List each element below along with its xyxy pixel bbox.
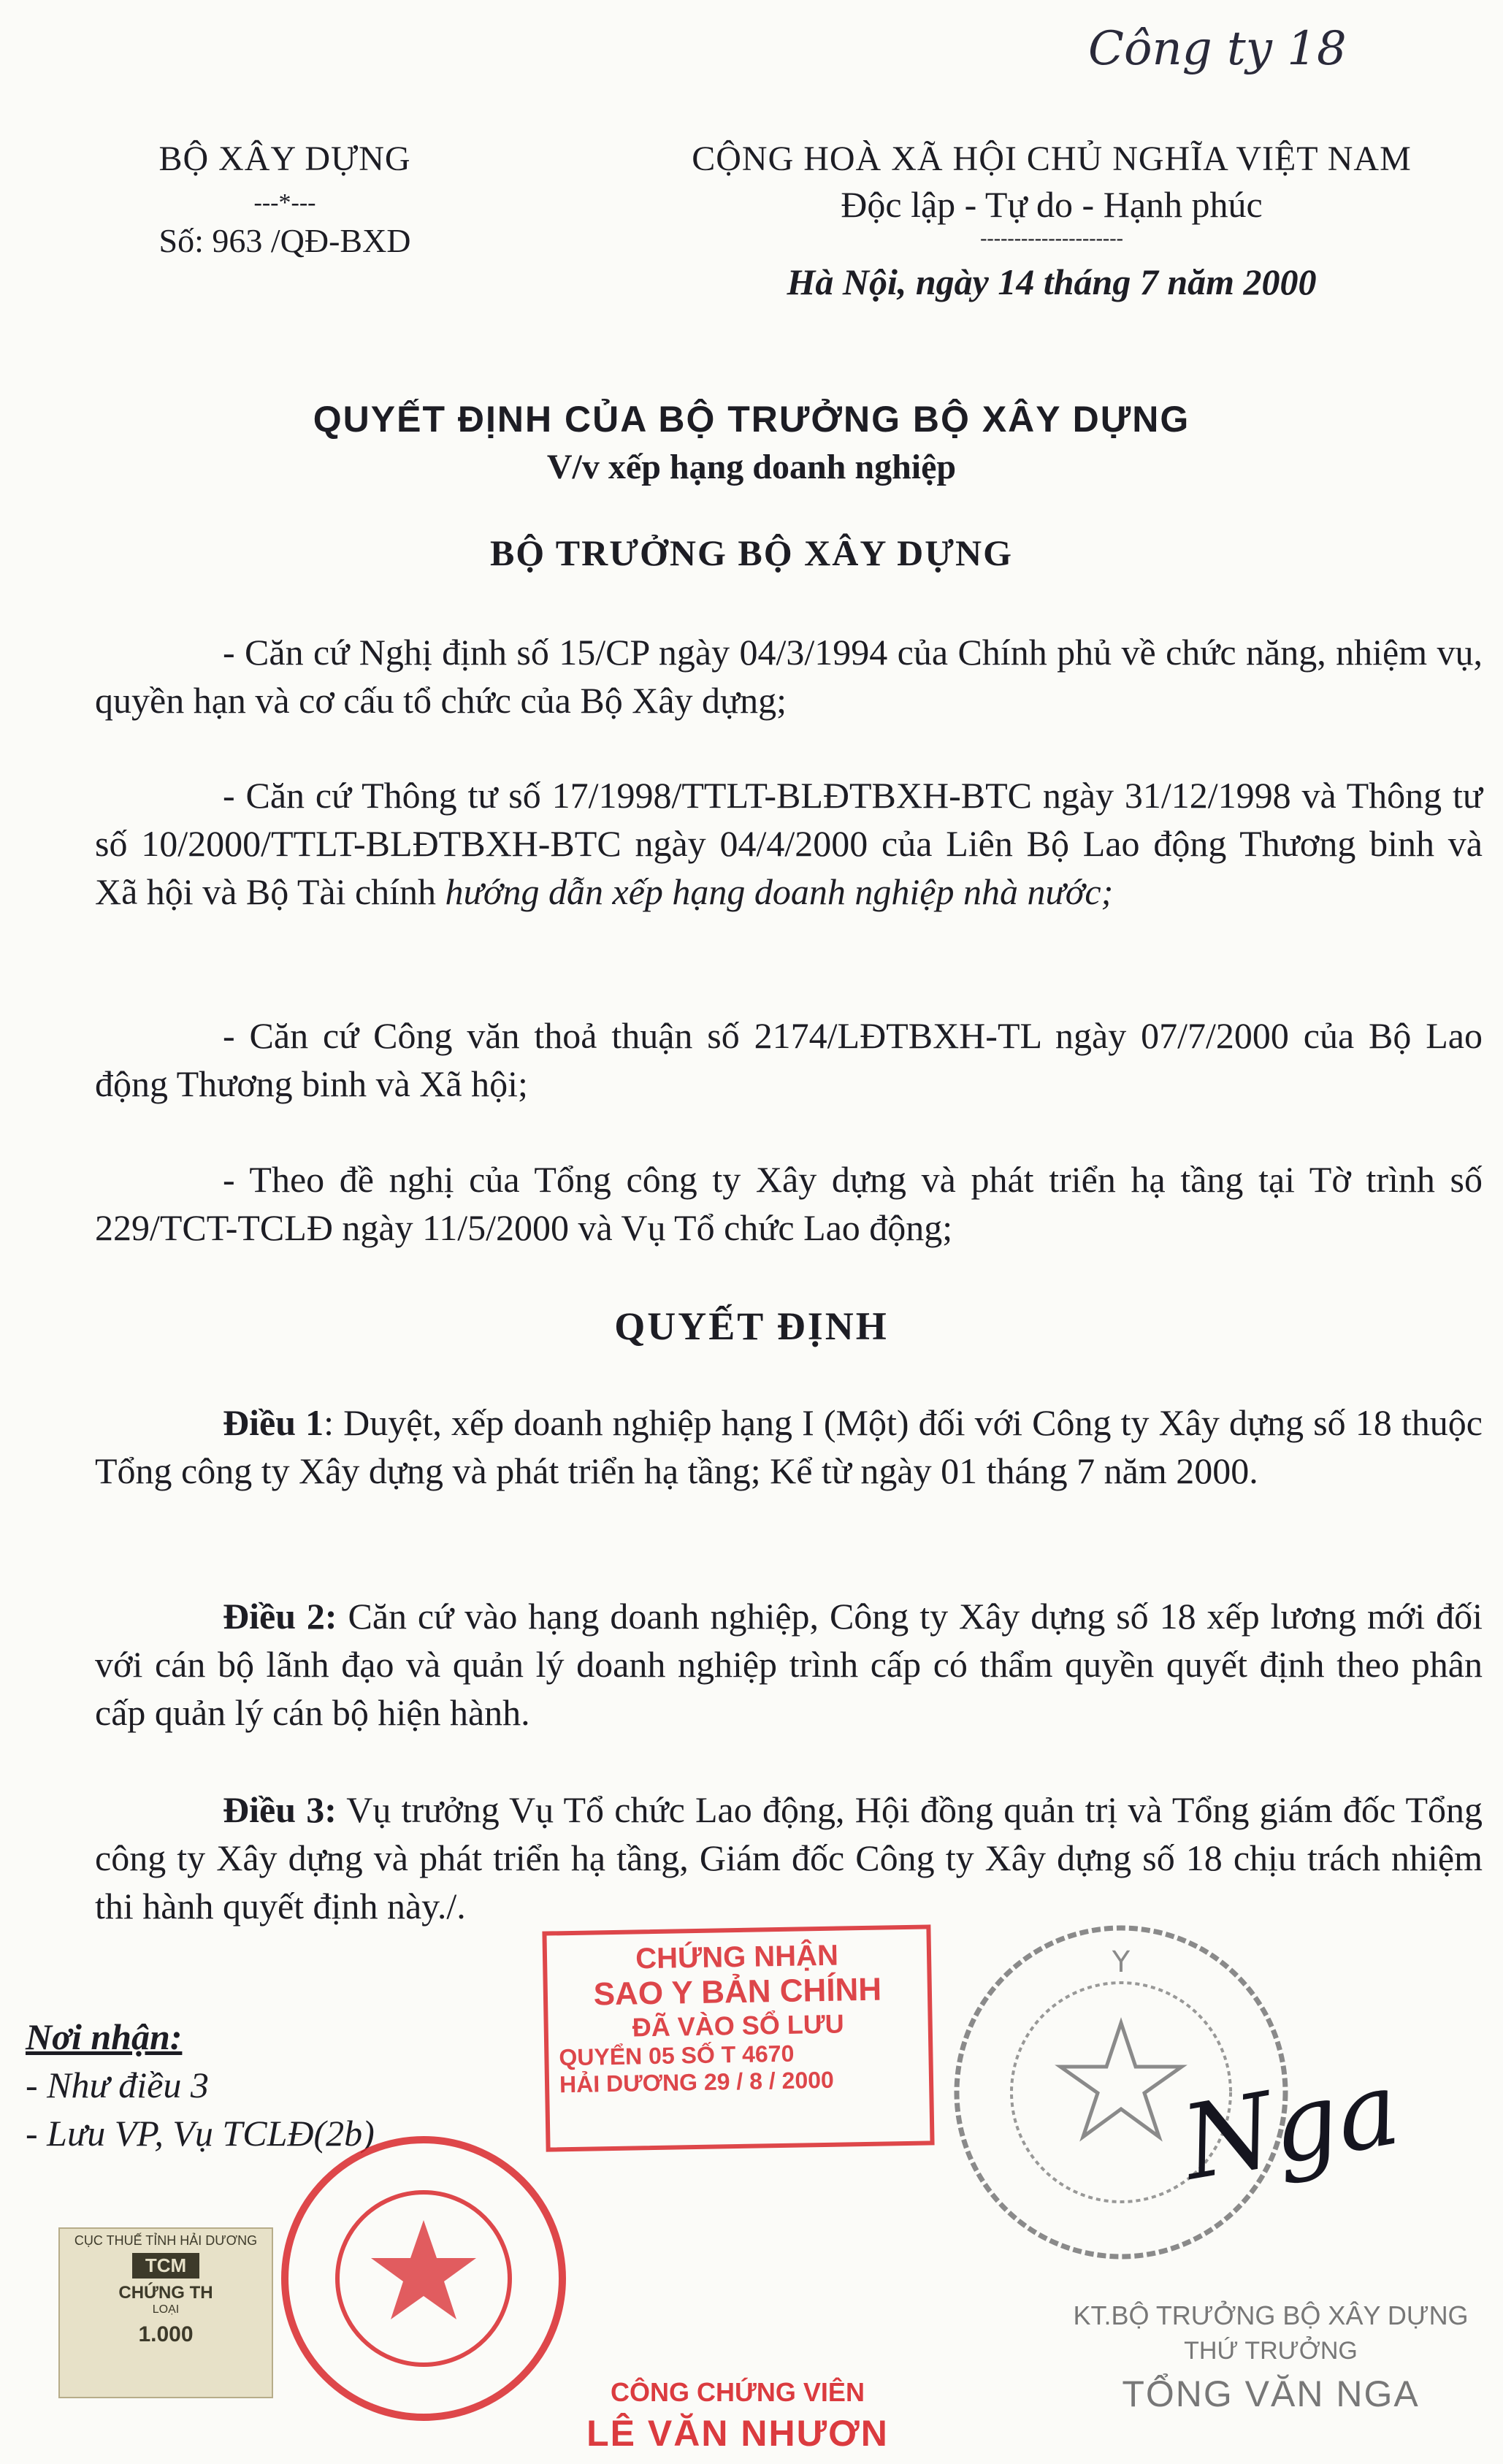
stamp-line: HẢI DƯƠNG 29 / 8 / 2000 [559, 2066, 835, 2098]
document-title: QUYẾT ĐỊNH CỦA BỘ TRƯỞNG BỘ XÂY DỰNG [313, 399, 1190, 440]
basis-2: - Căn cứ Thông tư số 17/1998/TTLT-BLĐTBXH-BTC ngày 31/12/1998 và Thông tư số 10/2000/TTLT-BLĐTBXH-BTC ngày 04/4/2000 của Liên Bộ Lao động Thương binh và Xã hội và Bộ Tài chính hướng dẫn xếp hạng doanh nghiệp nhà nước; [95, 775, 1483, 912]
notary-seal [278, 2132, 570, 2425]
left-header [110, 139, 460, 260]
header-stars: ---*--- [253, 189, 316, 216]
tax-stamp [58, 2227, 273, 2398]
basis-3: - Căn cứ Công văn thoả thuận số 2174/LĐTBXH-TL ngày 07/7/2000 của Bộ Lao động Thương binh và Xã hội; [95, 1015, 1483, 1104]
article-1: Điều 1: Duyệt, xếp doanh nghiệp hạng I (Một) đối với Công ty Xây dựng số 18 thuộc Tổng công ty Xây dựng và phát triển hạ tầng; Kể từ ngày 01 tháng 7 năm 2000. [95, 1402, 1483, 1491]
recipient-item: - Lưu VP, Vụ TCLĐ(2b) [26, 2113, 375, 2154]
document-subtitle: V/v xếp hạng doanh nghiệp [546, 448, 957, 486]
article-2: Điều 2: Căn cứ vào hạng doanh nghiệp, Công ty Xây dựng số 18 xếp lương mới đối với cán bộ lãnh đạo và quản lý doanh nghiệp trình cấp có thẩm quyền quyết định theo phân cấp quản lý cán bộ hiện hành. [95, 1596, 1483, 1733]
signature-position: THỨ TRƯỞNG [1184, 2337, 1358, 2365]
svg-text:Y: Y [1112, 1945, 1131, 1979]
minister-signature: Nga [1174, 2048, 1408, 2204]
tax-stamp-type: LOẠI [152, 2303, 180, 2316]
basis-4: - Theo đề nghị của Tổng công ty Xây dựng và phát triển hạ tầng tại Tờ trình số 229/TCT-TCLĐ ngày 11/5/2000 và Vụ Tổ chức Lao động; [95, 1159, 1483, 1248]
tax-stamp-label: CHỨNG TH [118, 2283, 213, 2303]
handwritten-note: Công ty 18 [1088, 22, 1347, 76]
decision-number: Số: 963 /QĐ-BXD [158, 222, 411, 259]
stamp-line: ĐÃ VÀO SỔ LƯU [632, 2008, 844, 2043]
signature-title: KT.BỘ TRƯỞNG BỘ XÂY DỰNG [1073, 2300, 1469, 2330]
decision-heading: QUYẾT ĐỊNH [614, 1304, 889, 1348]
stamp-line: SAO Y BẢN CHÍNH [593, 1971, 882, 2013]
notary-block [562, 2377, 913, 2455]
stamp-line: CHỨNG NHẬN [635, 1939, 839, 1975]
tax-stamp-logo: TCM [132, 2253, 199, 2279]
recipients-heading: Nơi nhận: [26, 2016, 183, 2057]
national-motto: Độc lập - Tự do - Hạnh phúc [841, 184, 1263, 225]
motto-underline: --------------------- [980, 227, 1123, 250]
right-header [650, 139, 1453, 303]
notary-name: LÊ VĂN NHƯƠN [586, 2413, 889, 2454]
signer-name: TỔNG VĂN NGA [1122, 2373, 1420, 2414]
notary-seal-emblem-icon [278, 2132, 570, 2425]
copy-certification-stamp [542, 1924, 934, 2151]
basis-1: - Căn cứ Nghị định số 15/CP ngày 04/3/1994 của Chính phủ về chức năng, nhiệm vụ, quyền hạn và cơ cấu tổ chức của Bộ Xây dựng; [95, 632, 1483, 721]
issuing-authority: BỘ TRƯỞNG BỘ XÂY DỰNG [489, 532, 1014, 573]
stamp-line: QUYỂN 05 SỐ T 4670 [559, 2040, 795, 2071]
issue-date: Hà Nội, ngày 14 tháng 7 năm 2000 [787, 261, 1317, 302]
tax-stamp-value: 1.000 [138, 2322, 194, 2346]
notary-title: CÔNG CHỨNG VIÊN [611, 2377, 865, 2407]
ministry-name: BỘ XÂY DỰNG [158, 139, 411, 178]
republic-name: CỘNG HOÀ XÃ HỘI CHỦ NGHĨA VIỆT NAM [692, 139, 1412, 178]
signature-block [1044, 2300, 1497, 2415]
article-3: Điều 3: Vụ trưởng Vụ Tổ chức Lao động, Hội đồng quản trị và Tổng giám đốc Tổng công ty Xây dựng và phát triển hạ tầng, Giám đốc Công ty Xây dựng số 18 chịu trách nhiệm thi hành quyết định này./. [95, 1789, 1483, 1927]
tax-stamp-header: CỤC THUẾ TỈNH HẢI DƯƠNG [74, 2233, 258, 2248]
recipient-item: - Như điều 3 [26, 2065, 209, 2105]
